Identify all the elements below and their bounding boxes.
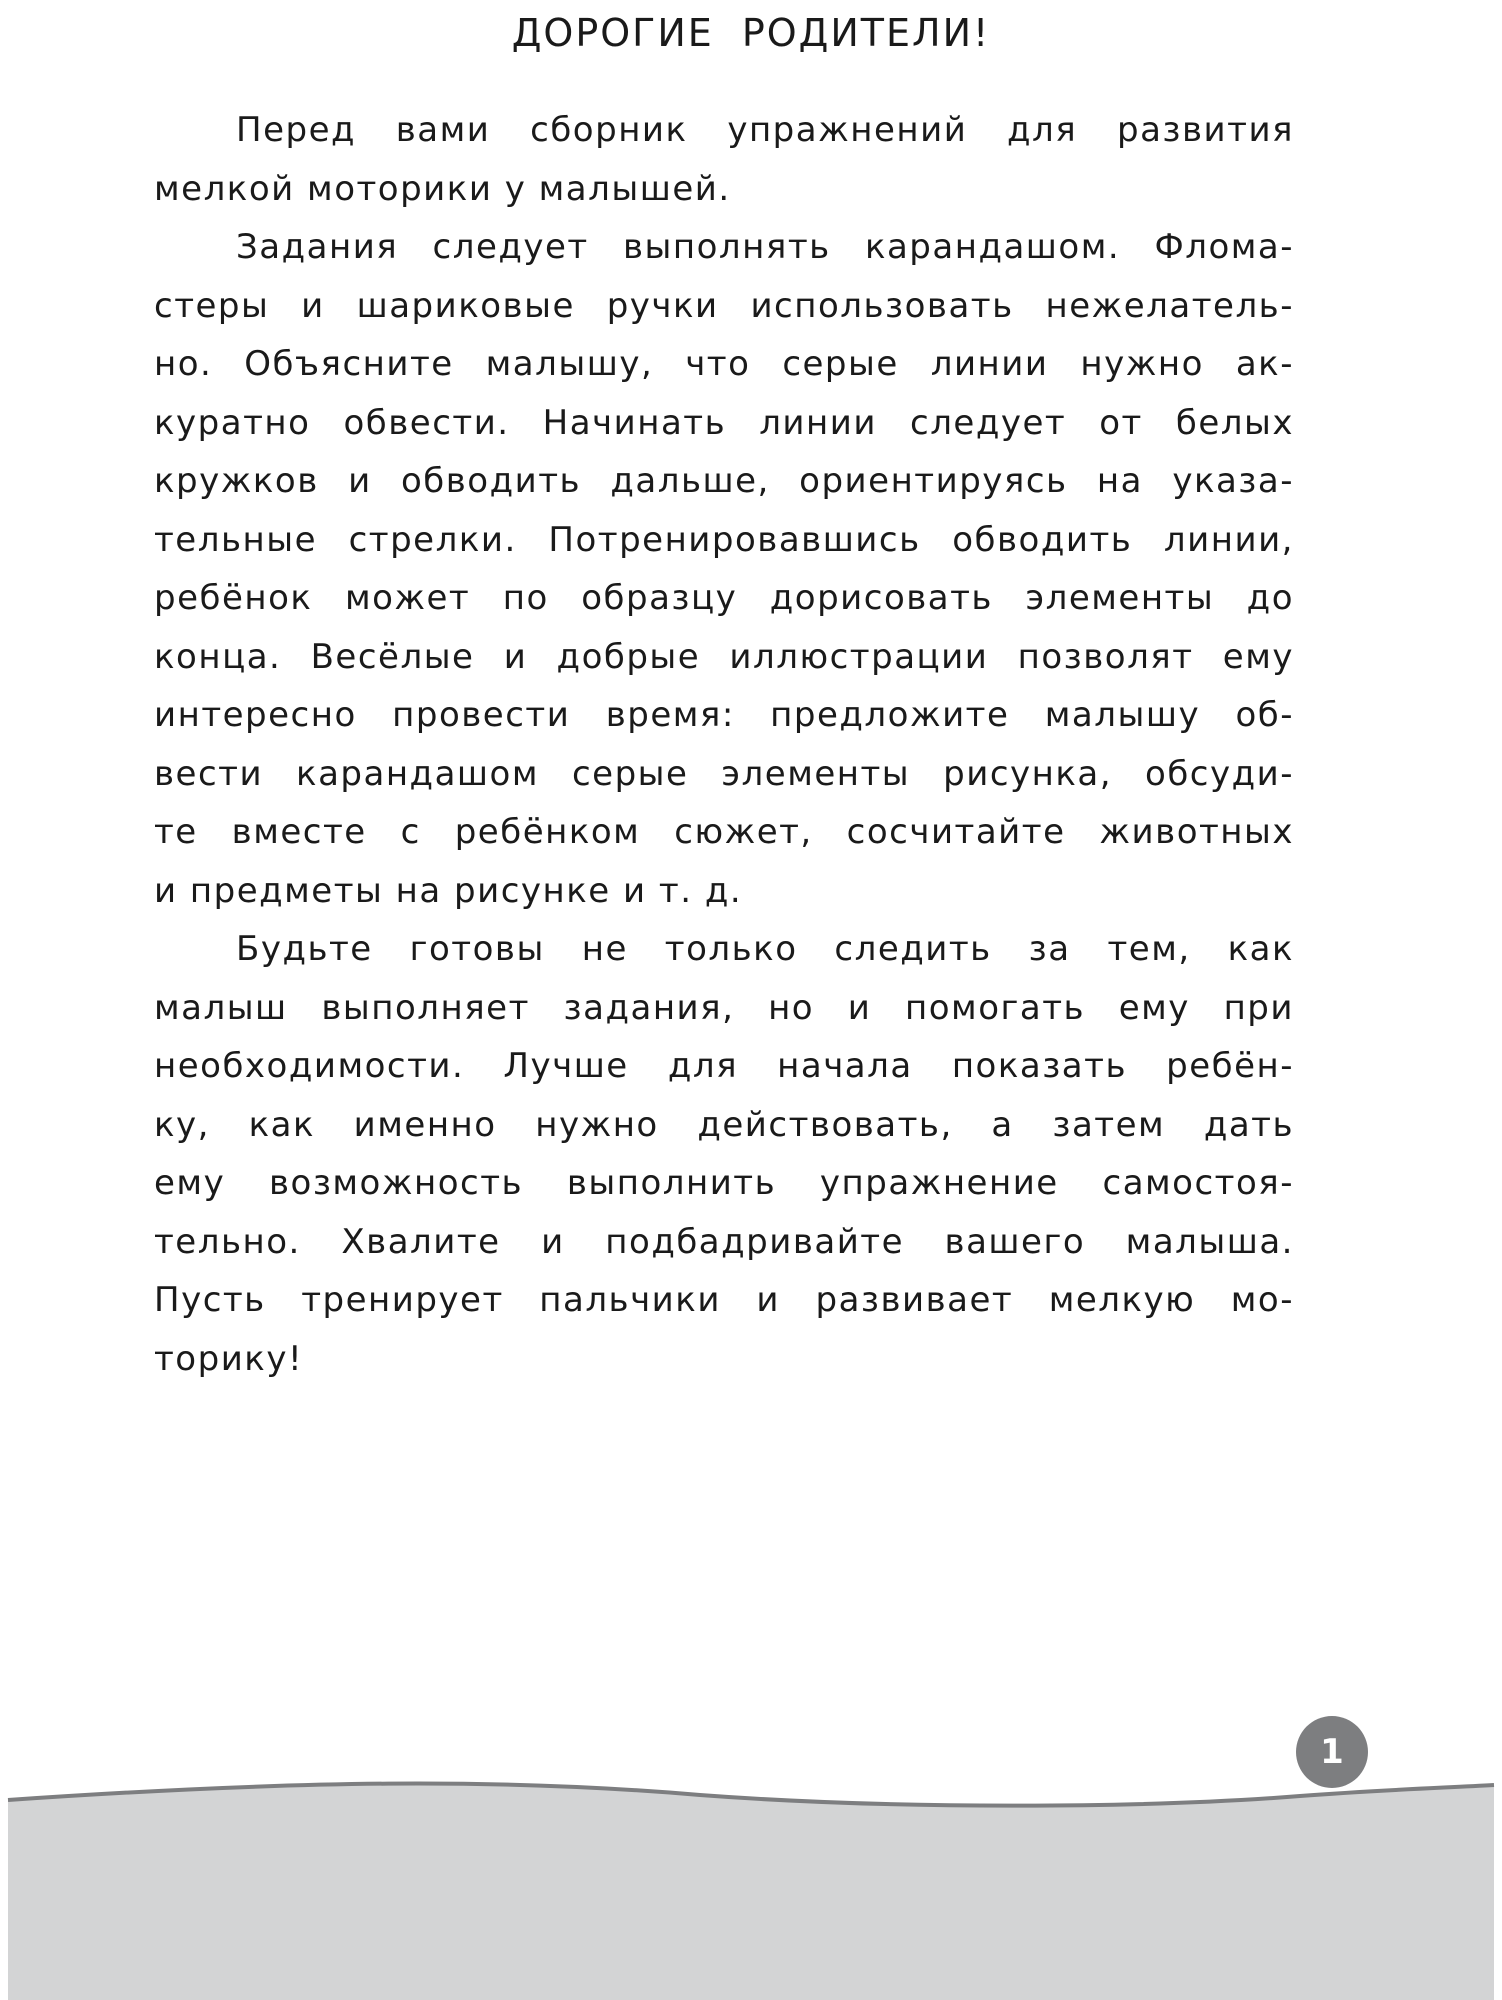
- text-line: Задания следует выполнять карандашом. Флома-: [236, 227, 1294, 267]
- text-line: куратно обвести. Начинать линии следует от белых: [154, 402, 1294, 443]
- text-line: торику!: [154, 1338, 304, 1379]
- page-number-badge: 1: [1296, 1716, 1368, 1788]
- text-line: ему возможность выполнить упражнение самостоя-: [154, 1163, 1294, 1203]
- text-line: но. Объясните малышу, что серые линии нужно ак-: [154, 344, 1294, 384]
- text-line: мелкой моторики у малышей.: [154, 168, 731, 209]
- page-title: ДОРОГИЕ РОДИТЕЛИ!: [511, 11, 991, 55]
- text-line: необходимости. Лучше для начала показать ребён-: [154, 1046, 1294, 1086]
- text-line: те вместе с ребёнком сюжет, сосчитайте животных: [154, 812, 1294, 852]
- body-text: [154, 101, 1294, 1388]
- text-line: и предметы на рисунке и т. д.: [154, 870, 743, 911]
- footer-wave-fill: [8, 1784, 1494, 2000]
- text-line: малыш выполняет задания, но и помогать ему при: [154, 987, 1294, 1028]
- text-line: кружков и обводить дальше, ориентируясь на указа-: [154, 461, 1294, 501]
- text-line: ку, как именно нужно действовать, а затем дать: [154, 1104, 1294, 1145]
- text-line: интересно провести время: предложите малышу об-: [154, 695, 1294, 735]
- footer-wave: [0, 1740, 1502, 2000]
- text-line: Будьте готовы не только следить за тем, как: [236, 929, 1294, 969]
- text-line: ребёнок может по образцу дорисовать элементы до: [154, 578, 1294, 618]
- text-line: конца. Весёлые и добрые иллюстрации позволят ему: [154, 636, 1294, 677]
- text-line: Пусть тренирует пальчики и развивает мелкую мо-: [154, 1280, 1294, 1320]
- text-line: стеры и шариковые ручки использовать нежелатель-: [154, 285, 1294, 326]
- text-line: вести карандашом серые элементы рисунка, обсуди-: [154, 753, 1294, 794]
- text-line: тельные стрелки. Потренировавшись обводить линии,: [154, 519, 1294, 560]
- text-line: тельно. Хвалите и подбадривайте вашего малыша.: [154, 1221, 1294, 1262]
- text-line: Перед вами сборник упражнений для развития: [236, 110, 1294, 150]
